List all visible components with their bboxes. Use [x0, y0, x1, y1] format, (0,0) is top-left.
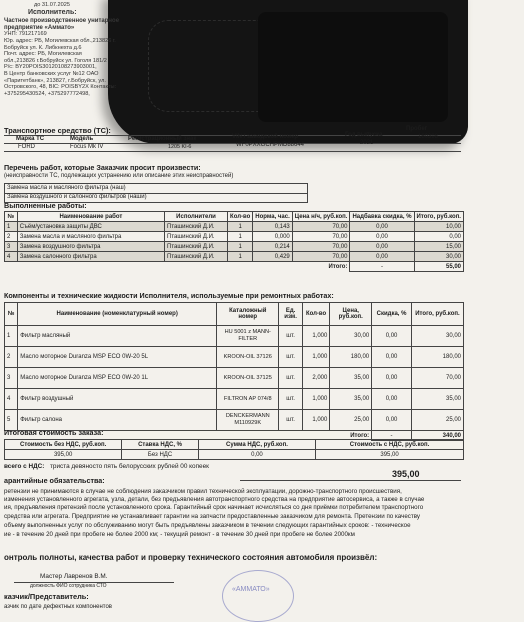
cell: 2,000	[302, 368, 330, 389]
executor-block	[4, 2, 144, 97]
request-line-1: Замена масла и масляного фильтра (наш)	[4, 183, 308, 194]
warranty-line: объему выполненных услуг по обслуживанию могут быть предъявлены заказчиком в течении следующих гарантийных сроков: - техническое	[4, 522, 411, 529]
cell: 0,00	[372, 389, 412, 410]
totals-title: Итоговая стоимость заказа:	[4, 428, 104, 437]
cell: Пташинский Д.И.	[165, 222, 228, 232]
col-num: №	[5, 303, 18, 326]
col-catalog: Каталожный номер	[217, 303, 279, 326]
cell: Пташинский Д.И.	[165, 252, 228, 262]
unp: УНП: 791217169	[4, 31, 47, 38]
vehicle-title: Транспортное средство (ТС):	[4, 126, 111, 135]
cell: 180,00	[330, 347, 372, 368]
cell: 30,00	[411, 326, 463, 347]
request-line-2: Замена воздушного и салонного фильтров (наши)	[4, 193, 308, 203]
cell: 70,00	[292, 232, 350, 242]
cell: 70,00	[292, 222, 350, 232]
cell: 35,00	[411, 389, 463, 410]
warranty-line: ретензии не принимаются в случае не соблюдения заказчиком правил технической эксплуатации, дорожно-транспортного происшествия,	[4, 488, 402, 495]
cell: Масло моторное Duranza MSP ECO 0W-20 5L	[18, 347, 217, 368]
cell: 25,00	[411, 410, 463, 431]
cell: 1	[228, 242, 253, 252]
warranty-title: арантийные обязательства:	[4, 476, 105, 485]
cell: 1,000	[302, 326, 330, 347]
vehicle-make: FORD	[18, 144, 35, 150]
cell: HU 5001 z MANN-FILTER	[217, 326, 279, 347]
cell: Масло моторное Duranza MSP ECO 0W-20 1L	[18, 368, 217, 389]
cell: 1,000	[302, 410, 330, 431]
divider	[240, 480, 461, 481]
address-line: обл.,213826 г.Бобруйск ул. Гоголя 181/2	[4, 57, 107, 64]
works-request-title: Перечень работ, которые Заказчик просит произвести:	[4, 163, 201, 172]
cell: 0,143	[253, 222, 292, 232]
col-total: Итого, руб.коп.	[414, 212, 463, 222]
col-part-name: Наименование (номенклатурный номер)	[18, 303, 217, 326]
cell: 0,000	[253, 232, 292, 242]
cost-no-vat: 395,00	[5, 450, 122, 460]
cell: 0,00	[372, 326, 412, 347]
works-table	[4, 211, 464, 272]
master-caption: должность ФИО сотрудника СТО	[30, 583, 107, 589]
address-line: Бобруйск ул. К. Либкнехта д.6	[4, 44, 82, 51]
cell: 1,000	[302, 347, 330, 368]
table-row	[5, 242, 464, 252]
cell: шт.	[279, 389, 302, 410]
customer-label: казчик/Представитель:	[4, 592, 89, 601]
col-unit: Ед. изм.	[279, 303, 302, 326]
table-row	[5, 326, 464, 347]
address-line: +375295430524, +375297772498,	[4, 90, 90, 97]
cell: 5	[5, 410, 18, 431]
cell: 1	[228, 222, 253, 232]
grand-total: 395,00	[392, 469, 420, 479]
totals-values-row	[5, 450, 464, 460]
cell: 0,00	[414, 232, 463, 242]
cell: 30,00	[414, 252, 463, 262]
cell: 180,00	[411, 347, 463, 368]
cell: 0,429	[253, 252, 292, 262]
works-request-sub: (неисправности ТС, подлежащих устранению или описание этих неисправностей)	[4, 173, 234, 179]
vehicle-header-make: Марка ТС	[16, 136, 45, 142]
wallet-object	[108, 0, 468, 144]
totals-table	[4, 439, 464, 460]
cell: 30,00	[330, 326, 372, 347]
warranty-line: средства или агрегата. Предприятие не устанавливает гарантии на запчасти предоставленные заказчиком для ремонта. Претензии по качеству	[4, 513, 420, 520]
col-discount: Надбавка скидка, %	[350, 212, 414, 222]
vehicle-header-vin: VIN / заводской номер	[232, 134, 299, 140]
address-line: Островского, 48, BIC: POISBY2X Контакты:	[4, 84, 117, 91]
vat-rate: Без НДС	[122, 450, 199, 460]
works-total-row	[5, 262, 464, 272]
company-line-1: Частное производственное унитарное	[4, 18, 120, 25]
executor-title: Исполнитель:	[28, 8, 77, 16]
cell: 0,00	[350, 222, 414, 232]
parts-total-dash: -	[372, 431, 412, 441]
cell: Замена масла и масляного фильтра	[17, 232, 164, 242]
parts-table	[4, 302, 464, 441]
col-work-name: Наименование работ	[17, 212, 164, 222]
cell: 15,00	[414, 242, 463, 252]
vehicle-header-plate: Регистрационный знак	[128, 136, 197, 142]
cell: 70,00	[292, 252, 350, 262]
cell: 0,214	[253, 242, 292, 252]
table-row	[5, 232, 464, 242]
cell: Съём/установка защиты ДВС	[17, 222, 164, 232]
address-line: Р/с: BY20POIS30120108273903001,	[4, 64, 97, 71]
warranty-line: ие - в течение 20 дней при пробеге не более 2000 км; - текущий ремонт - в течение 30 дней при пробеге не более 2000км	[4, 531, 355, 538]
cell: шт.	[279, 347, 302, 368]
customer-note: азчик по дате дефектных компонентов	[4, 604, 112, 610]
cell: 1	[5, 222, 18, 232]
cell: 1	[228, 232, 253, 242]
cell: Пташинский Д.И.	[165, 242, 228, 252]
table-row	[5, 252, 464, 262]
col-executors: Исполнители	[165, 212, 228, 222]
company-line-2: предприятие «Аммато»	[4, 24, 75, 31]
vehicle-plate: 1205 KI-6	[168, 144, 192, 150]
cell: 3	[5, 242, 18, 252]
address-line: В Центр банковских услуг №12 ОАО	[4, 70, 99, 77]
total-words: триста девяносто пять белорусских рублей 00 копеек	[50, 463, 209, 470]
stamp-text: «АММАТО»	[232, 586, 270, 593]
address-line: «Паритетбанк», 213827, г.Бобруйск, ул.	[4, 77, 106, 84]
total-words-label: всего с НДС:	[4, 463, 45, 470]
cell: DENCKERMANN M110929K	[217, 410, 279, 431]
cell: Пташинский Д.И.	[165, 232, 228, 242]
cell: 0,00	[350, 252, 414, 262]
cell: 25,00	[330, 410, 372, 431]
cell: шт.	[279, 368, 302, 389]
cell: Замена салонного фильтра	[17, 252, 164, 262]
company-stamp	[222, 570, 294, 622]
cell: 0,00	[350, 242, 414, 252]
vehicle-header-model: Модель	[70, 136, 94, 142]
cell: шт.	[279, 410, 302, 431]
cell: 3	[5, 368, 18, 389]
wallet-flap	[258, 12, 448, 122]
cell: Фильтр масляный	[18, 326, 217, 347]
cell: FILTRON AP 074/8	[217, 389, 279, 410]
divider	[4, 151, 461, 152]
cell: 70,00	[292, 242, 350, 252]
cell: 10,00	[414, 222, 463, 232]
vehicle-header-mileage: Пробег	[406, 126, 428, 132]
cell: 1	[5, 326, 18, 347]
col-qty: Кол-во	[228, 212, 253, 222]
cell: 4	[5, 389, 18, 410]
cell: 2	[5, 347, 18, 368]
cell: 0,00	[350, 232, 414, 242]
master-name: Мастер Лавренов В.М.	[40, 573, 108, 580]
vat-sum: 0,00	[198, 450, 315, 460]
parts-header-row	[5, 303, 464, 326]
works-title: Выполненные работы:	[4, 201, 87, 210]
vehicle-header-year: Год выпуска	[345, 132, 383, 138]
vehicle-vin: WF0PXXGCHPMD88644	[236, 142, 305, 148]
works-total-label: Итого:	[328, 263, 348, 270]
cell: KROON-OIL 37125	[217, 368, 279, 389]
col-cost-with-vat: Стоимость с НДС, руб.коп.	[316, 440, 464, 450]
cell: 35,00	[330, 389, 372, 410]
cell: 0,00	[372, 410, 412, 431]
col-norm: Норма, час.	[253, 212, 292, 222]
col-total: Итого, руб.коп.	[411, 303, 463, 326]
warranty-line: ия, предъявления претензий после установленного срока. Гарантийный срок начинает исчисляться со дня приёмки потребителем транспортного	[4, 504, 424, 511]
cell: 1,000	[302, 389, 330, 410]
vehicle-mileage: 160398	[418, 134, 439, 140]
parts-title: Компоненты и технические жидкости Исполнителя, используемые при ремонтных работах:	[4, 291, 334, 300]
vehicle-model: Focus Mk IV	[70, 144, 104, 150]
col-price: Цена, руб.коп.	[330, 303, 372, 326]
cell: 2	[5, 232, 18, 242]
works-header-row	[5, 212, 464, 222]
parts-total: 340,00	[411, 431, 463, 441]
vehicle-year: 2021	[360, 140, 374, 146]
col-qty: Кол-во	[302, 303, 330, 326]
parts-total-label: Итого:	[350, 432, 370, 439]
cell: шт.	[279, 326, 302, 347]
address-line: Юр. адрес: РБ, Могилевская обл.,213826 г.	[4, 37, 116, 44]
table-row	[5, 389, 464, 410]
cell: 4	[5, 252, 18, 262]
cell: Фильтр воздушный	[18, 389, 217, 410]
col-vat-rate: Ставка НДС, %	[122, 440, 199, 450]
works-total: 55,00	[414, 262, 463, 272]
cell: 0,00	[372, 368, 412, 389]
works-total-dash: -	[350, 262, 414, 272]
cell: Замена воздушного фильтра	[17, 242, 164, 252]
cell: 0,00	[372, 347, 412, 368]
table-row	[5, 368, 464, 389]
cell: 35,00	[330, 368, 372, 389]
control-statement: онтроль полноты, качества работ и проверку технического состояния автомобиля произвёл:	[4, 553, 378, 562]
table-row	[5, 222, 464, 232]
col-price: Цена н/ч, руб.коп.	[292, 212, 350, 222]
totals-header-row	[5, 440, 464, 450]
address-line: Почт. адрес: РБ, Могилевская	[4, 51, 82, 58]
cell: Фильтр салона	[18, 410, 217, 431]
cost-with-vat: 395,00	[316, 450, 464, 460]
cell: 70,00	[411, 368, 463, 389]
date-line: до 31.07.2025	[34, 2, 70, 8]
cell: KROON-OIL 37126	[217, 347, 279, 368]
cell: 1	[228, 252, 253, 262]
col-discount: Скидка, %	[372, 303, 412, 326]
col-num: №	[5, 212, 18, 222]
col-vat-sum: Сумма НДС, руб.коп.	[198, 440, 315, 450]
table-row	[5, 347, 464, 368]
warranty-line: изменения установленного агрегата, узла, детали, без предъявления автотранспортного средства на предприятие автосервиса, а также в случае	[4, 496, 425, 503]
col-cost-no-vat: Стоимость без НДС, руб.коп.	[5, 440, 122, 450]
